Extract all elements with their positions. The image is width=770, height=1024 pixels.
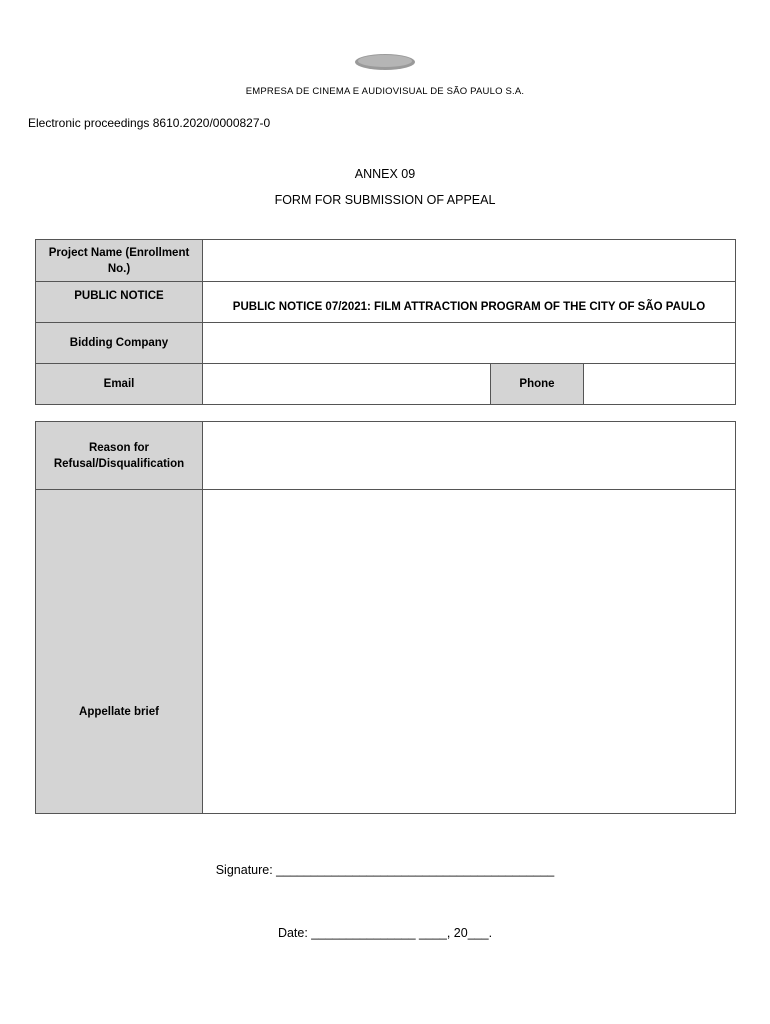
email-field[interactable] [203, 364, 491, 405]
phone-label: Phone [491, 364, 584, 405]
reason-label: Reason for Refusal/Disqualification [36, 422, 203, 490]
project-name-label: Project Name (Enrollment No.) [36, 240, 203, 282]
public-notice-value: PUBLIC NOTICE 07/2021: FILM ATTRACTION PROGRAM OF THE CITY OF SÃO PAULO [203, 282, 736, 323]
reason-field[interactable] [203, 422, 736, 490]
appeal-table [35, 421, 736, 814]
project-name-field[interactable] [203, 240, 736, 282]
signature-line: Signature: ________________________________________ [215, 863, 555, 877]
form-title: FORM FOR SUBMISSION OF APPEAL [274, 193, 496, 207]
bidding-company-field[interactable] [203, 323, 736, 364]
proceedings-number: Electronic proceedings 8610.2020/0000827-0 [28, 116, 271, 130]
submission-info-table [35, 239, 736, 405]
appellate-brief-label: Appellate brief [36, 490, 203, 814]
spcine-logo [352, 52, 418, 72]
phone-field[interactable] [584, 364, 736, 405]
date-line: Date: _______________ ____, 20___. [277, 926, 493, 940]
annex-heading: ANNEX 09 [354, 167, 416, 181]
bidding-company-label: Bidding Company [36, 323, 203, 364]
company-name: EMPRESA DE CINEMA E AUDIOVISUAL DE SÃO PAULO S.A. [245, 86, 525, 97]
public-notice-label: PUBLIC NOTICE [36, 282, 203, 323]
email-label: Email [36, 364, 203, 405]
appellate-brief-field[interactable] [203, 490, 736, 814]
